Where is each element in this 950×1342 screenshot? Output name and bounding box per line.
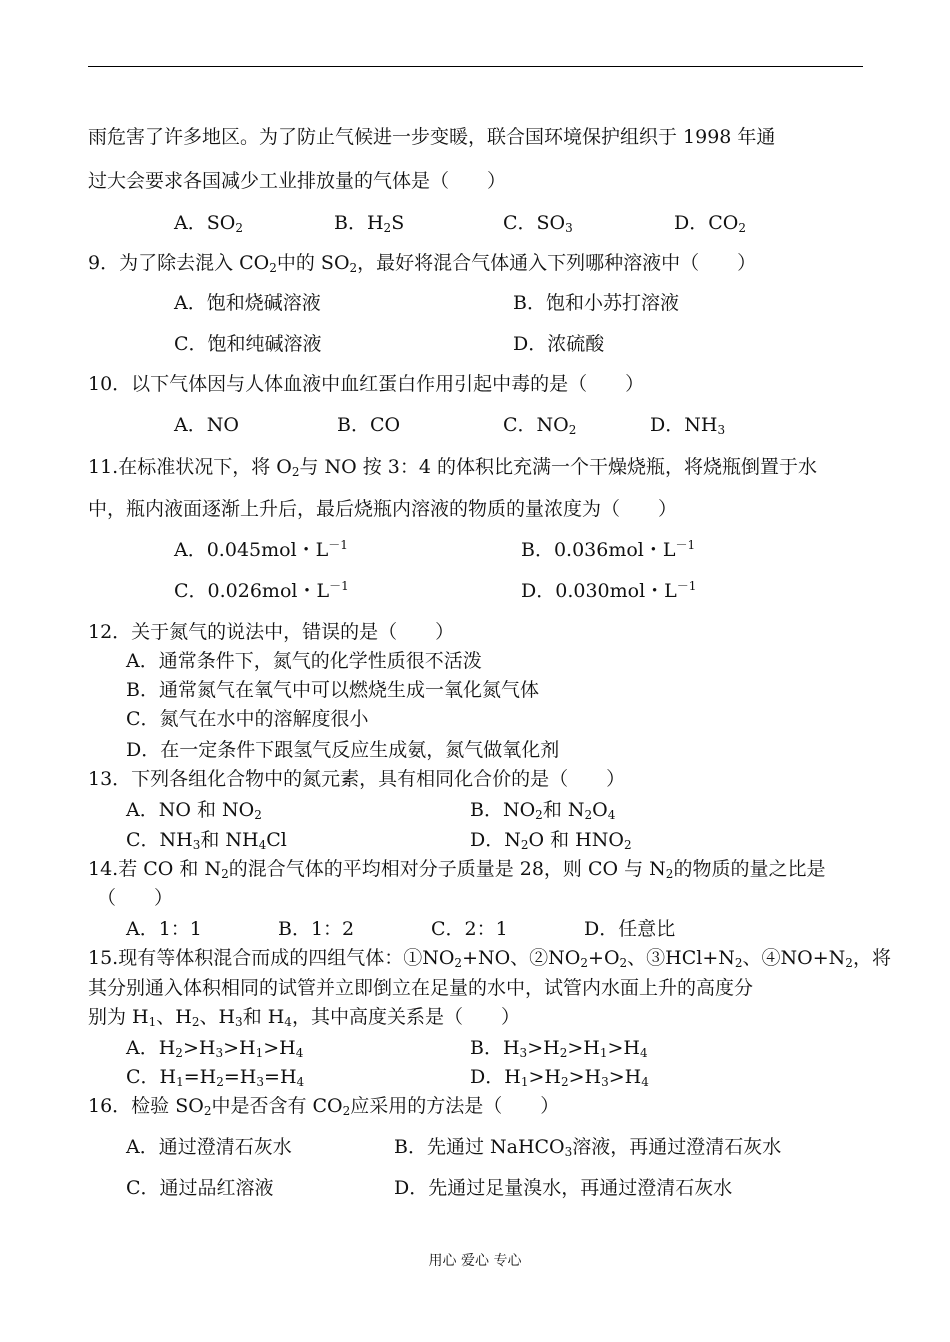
q12-option-c: C．氮气在水中的溶解度很小 (126, 708, 369, 730)
q11-option-c: C．0.026mol・$L^{-1}$ (174, 579, 349, 602)
q10-question: 10．以下气体因与人体血液中血红蛋白作用引起中毒的是（ ） (88, 373, 645, 395)
q9-question: 9．为了除去混入 $CO_2$中的 $SO_2$，最好将混合气体通入下列哪种溶液中（ ） (88, 252, 757, 275)
q8-line2: 过大会要求各国减少工业排放量的气体是（ ） (88, 170, 507, 192)
q9-option-b: B．饱和小苏打溶液 (513, 292, 679, 314)
q14-option-c: C．2：1 (431, 918, 508, 940)
q10-option-d: D．$NH_3$ (650, 414, 726, 437)
q15-option-a: A．$H_2>H_3>H_1>H_4$ (126, 1037, 304, 1060)
q14-question: 14.若 CO 和 $N_2$的混合气体的平均相对分子质量是 28，则 CO 与 $N_2$的物质的量之比是 (88, 858, 826, 881)
q8-option-d: D．$CO_2$ (674, 212, 746, 235)
q16-option-b: B．先通过 NaHCO$_3$溶液，再通过澄清石灰水 (394, 1136, 782, 1159)
q8-option-c: C．$SO_3$ (503, 212, 573, 235)
q11-question: 11.在标准状况下，将 $O_2$与 NO 按 3：4 的体积比充满一个干燥烧瓶，将烧瓶倒置于水 (88, 456, 818, 479)
q16-question: 16．检验 $SO_2$中是否含有 $CO_2$应采用的方法是（ ） (88, 1095, 560, 1118)
q13-option-b: B．$NO_2$和 $N_2O_4$ (470, 799, 616, 822)
q14-option-d: D．任意比 (584, 918, 676, 940)
q14-option-b: B．1：2 (278, 918, 355, 940)
q12-option-a: A．通常条件下，氮气的化学性质很不活泼 (126, 650, 482, 672)
q16-option-d: D．先通过足量溴水，再通过澄清石灰水 (394, 1177, 733, 1199)
q15-line2: 其分别通入体积相同的试管并立即倒立在足量的水中，试管内水面上升的高度分 (88, 977, 754, 999)
q15-option-b: B．$H_3>H_2>H_1>H_4$ (470, 1037, 648, 1060)
q13-option-a: A．NO 和 $NO_2$ (126, 799, 262, 822)
q8-option-b: B．$H_2S$ (334, 212, 405, 235)
q9-option-a: A．饱和烧碱溶液 (174, 292, 321, 314)
q14-option-a: A．1：1 (126, 918, 202, 940)
q9-option-d: D．浓硫酸 (513, 333, 605, 355)
q11-line2: 中，瓶内液面逐渐上升后，最后烧瓶内溶液的物质的量浓度为（ ） (88, 498, 678, 520)
q12-option-d: D．在一定条件下跟氢气反应生成氨，氮气做氧化剂 (126, 739, 560, 761)
q14-line2: （ ） (97, 887, 174, 909)
q16-option-a: A．通过澄清石灰水 (126, 1136, 292, 1158)
q13-option-d: D．$N_2O$ 和 $HNO_2$ (470, 829, 632, 852)
q16-option-c: C．通过品红溶液 (126, 1177, 274, 1199)
q15-line3: 别为 $H_1$、$H_2$、$H_3$和 $H_4$，其中高度关系是（ ） (88, 1006, 520, 1029)
q11-option-a: A．0.045mol・$L^{-1}$ (174, 538, 348, 561)
q11-option-d: D．0.030mol・$L^{-1}$ (521, 579, 697, 602)
q9-option-c: C．饱和纯碱溶液 (174, 333, 322, 355)
q12-question: 12．关于氮气的说法中，错误的是（ ） (88, 621, 455, 643)
q10-option-b: B．CO (337, 414, 401, 436)
q15-question: 15.现有等体积混合而成的四组气体：$①NO_2+NO$、$②NO_2+O_2$、$③HCl+N_2$、$④NO+N_2$，将 (88, 947, 891, 970)
q13-option-c: C．$NH_3$和 $NH_4Cl$ (126, 829, 287, 852)
q10-option-a: A．NO (174, 414, 239, 436)
q11-option-b: B．0.036mol・$L^{-1}$ (521, 538, 696, 561)
q8-option-a: A．$SO_2$ (174, 212, 243, 235)
q8-line1: 雨危害了许多地区。为了防止气候进一步变暖，联合国环境保护组织于 1998 年通 (88, 126, 776, 148)
q15-option-d: D．$H_1>H_2>H_3>H_4$ (470, 1066, 649, 1089)
header-rule (88, 66, 863, 67)
q12-option-b: B．通常氮气在氧气中可以燃烧生成一氧化氮气体 (126, 679, 539, 701)
q10-option-c: C．$NO_2$ (503, 414, 577, 437)
q15-option-c: C．$H_1=H_2=H_3=H_4$ (126, 1066, 305, 1089)
page-footer: 用心 爱心 专心 (428, 1253, 522, 1269)
q13-question: 13．下列各组化合物中的氮元素，具有相同化合价的是（ ） (88, 768, 626, 790)
